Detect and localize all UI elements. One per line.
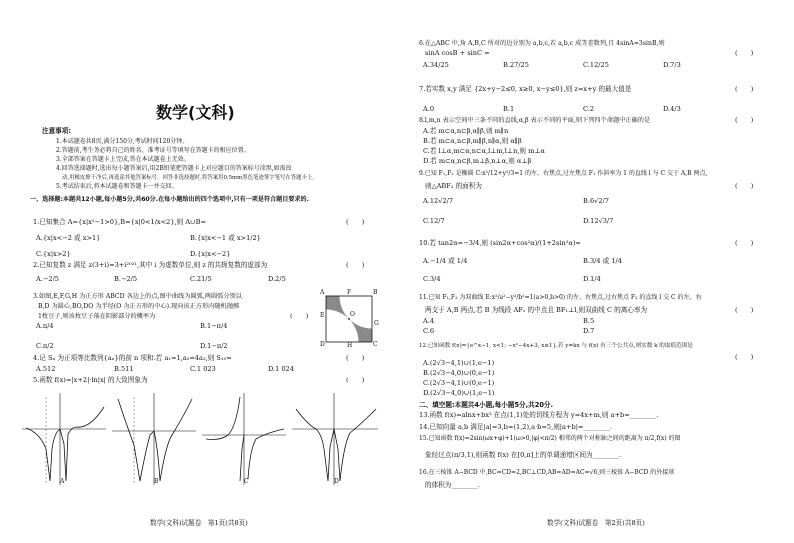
q8-stem: 8.l,m,n 表示空间中三条不同的直线,α,β 表示不同的平面,则下列四个命题中正确的是: [419, 117, 651, 124]
q4-paren: ( ): [346, 354, 365, 362]
q1-stem: 1.已知集合 A={x|x²−1>0},B={x|0<1/x<2},则 A∪B=: [33, 218, 206, 226]
q5-paren: ( ): [346, 376, 365, 384]
fig-label-g: G: [374, 320, 379, 327]
q8-option-a: A.若 m⊂α,n⊂β,α∥β,则 m∥n: [423, 127, 509, 135]
q14: 14.已知向量 a,b 满足|a|=3,b=(1,2),a·b=5,则|a+b|=________.: [419, 423, 612, 431]
q12-paren: ( ): [735, 353, 754, 361]
q10-paren: ( ): [735, 239, 754, 247]
note-1: 1.本试题卷共8页,满分150分,考试时间120分钟。: [56, 138, 189, 145]
q9-paren: ( ): [735, 182, 754, 190]
q11-paren: ( ): [735, 306, 754, 314]
q2-option-b: B.−2/5: [114, 275, 138, 283]
q16-line-1: 16.在三棱锥 A−BCD 中,BC=CD=2,BC⊥CD,AB=AD=AC=√6,则三棱锥 A−BCD 的外接球: [419, 469, 675, 476]
q1-option-c: C.{x|x>2}: [36, 250, 71, 258]
q3-option-b: B.1−π/4: [200, 322, 228, 330]
q12-stem: 12.已知函数 f(x)={e^x−1, x<1; −x²−4x+3, x≥1},若 y=kx 与 f(x) 有三个公共点,则实数 k 的取值范围是: [419, 343, 693, 349]
q2-option-a: A.−2/5: [36, 275, 59, 283]
q12-option-c: C.(2√3−4,1)∪(0,e−1): [423, 379, 495, 387]
right-footer: 数学(文科)试题卷 第2页(共8页): [547, 519, 645, 527]
q15-line-2: 象经过点(π/3,1),则函数 f(x) 在[0,π]上的单调递增区间为________.: [425, 451, 622, 459]
q3-paren: ( ): [290, 312, 309, 320]
q3-option-a: A.π/4: [36, 322, 54, 330]
q8-option-d: D.若 m⊂α,n⊂β,m⊥β,n⊥α,则 α⊥β: [423, 157, 532, 165]
q12-option-a: A.(2√3−4,1)∪(1,e−1): [423, 359, 495, 367]
q6-option-b: B.27/25: [503, 61, 529, 69]
graph-b-label: B: [154, 478, 159, 485]
q9-line-2: 则△ABF₂ 的面积为: [425, 182, 482, 190]
graph-d-label: D: [334, 478, 339, 485]
fig-label-f: F: [347, 289, 352, 296]
q1-option-b: B.{x|x<−1 或 x>1/2}: [190, 234, 261, 242]
q3-line-1: 3.如图,E,F,G,H 为正方形 ABCD 各边上的点,图中曲线为圆弧,两圆弧分别以: [33, 293, 242, 300]
q6-line-2: sinA cosB + sinC =: [425, 49, 490, 57]
q7-option-c: C.2: [583, 105, 595, 113]
q7-option-a: A.0: [423, 105, 435, 113]
section-1-heading: 一、选择题:本题共12小题,每小题5分,共60分.在每小题给出的四个选项中,只有一项是符合题目要求的.: [30, 196, 309, 203]
q1-option-d: D.{x|x<−2}: [190, 250, 231, 258]
q1-option-a: A.{x|x<−2 或 x>1}: [36, 234, 101, 242]
fig-label-d: D: [320, 341, 325, 348]
q5-stem: 5.函数 f(x)=|x+2|·ln|x| 的大致图象为: [33, 376, 148, 384]
section-2-heading: 二、填空题:本题共4小题,每小题5分,共20分.: [419, 401, 554, 409]
q4-option-c: C.1 023: [190, 365, 216, 373]
q9-line-1: 9.已知 F₁,F₂ 是椭圆 C:x²/12+y²/3=1 的左、右焦点,过左焦点 F₁ 作斜率为 1 的直线 l 与 C 交于 A,B 两点,: [419, 170, 708, 177]
q3-option-d: D.1−π/2: [200, 342, 228, 350]
q3-option-c: C.π/2: [36, 342, 54, 350]
q12-option-b: B.(2√3−4,0)∪(0,e−1): [423, 369, 495, 377]
q11-line-1: 11.已知 F₁,F₂ 为双曲线 E:x²/a²−y²/b²=1(a>0,b>0) 的左、右焦点,过右焦点 F₂ 的直线 l 交 C 的左、右: [419, 294, 702, 301]
q6-option-a: A.34/25: [423, 61, 449, 69]
graph-d: [290, 389, 380, 489]
q1-paren: ( ): [346, 218, 365, 226]
q10-option-c: C.3/4: [423, 275, 441, 283]
q11-option-d: D.7: [583, 327, 595, 335]
q2-stem: 2.已知复数 z 满足 z(3+i)=3+i²⁰²¹,其中 i 为虚数单位,则 z 的共轭复数的虚部为: [33, 261, 268, 269]
graph-a: [20, 389, 108, 489]
q15-line-1: 15.已知函数 f(x)=2sin(ωx+φ)+1(ω>0,|φ|<π/2) 相邻的两个对称轴之间的距离为 π/2,f(x) 的图: [419, 435, 681, 442]
q3-line-2: B,D 为圆心,BO,DO 为半径(O 为正方形的中心).现向该正方形内随机抛掷: [38, 303, 240, 310]
q2-option-d: D.2/5: [268, 275, 286, 283]
q7-stem: 7.若实数 x,y 满足 {2x+y−2≤0, x≥0, x−y≤0},则 z=x+y 的最大值是: [419, 85, 632, 93]
q9-option-b: B.6√2/7: [583, 197, 609, 205]
note-3: 3.全部答案在答题卡上完成,答在本试题卷上无效。: [56, 156, 190, 163]
q9-option-c: C.12/7: [423, 217, 445, 225]
exam-title: 数学(文科): [156, 103, 235, 122]
q4-option-a: A.512: [36, 365, 56, 373]
q10-option-a: A.−1/4 或 1/4: [423, 257, 468, 265]
q11-line-2: 两支于 A,B 两点,若 B 为线段 AF₁ 的中点且 BF₁⊥l,则双曲线 C 的离心率为: [425, 306, 648, 314]
q12-option-d: D.(2√3−4,0)∪(1,e−1): [423, 389, 495, 397]
note-4: 4.回答选择题时,选出每小题答案后,用2B铅笔把答题卡上对应题目的答案标号涂黑,如需改: [56, 165, 292, 172]
q2-paren: ( ): [346, 261, 365, 269]
q6-line-1: 6.在△ABC 中,角 A,B,C 所对的边分别为 a,b,c,若 a,b,c 成等差数列,且 4sinA=3sinB,则: [419, 40, 665, 47]
q10-stem: 10.若 tan2α=−3/4,则 (sin2α+cos²α)/(1+2sin²α)=: [419, 239, 581, 247]
graph-a-label: A: [60, 478, 65, 485]
q11-option-a: A.4: [423, 317, 435, 325]
graph-c-label: C: [244, 478, 249, 485]
note-5: 5.考试结束后,将本试题卷和答题卡一并交回。: [56, 183, 178, 190]
note-2: 2.答题前,考生务必将自己的姓名、准考证号等填写在答题卡的相应位置。: [56, 147, 250, 154]
note-4-cont: 动,用橡皮擦干净后,再选涂其他答案标号。回答非选择题时,将答案用0.5mm黑色笔迹签字笔写在答题卡上。: [62, 175, 318, 181]
q8-paren: ( ): [735, 116, 754, 124]
q7-option-d: D.4/3: [663, 105, 681, 113]
fig-label-o: O: [350, 311, 355, 318]
q3-line-3: 1枚豆子,则该枚豆子落在阴影部分的概率为: [38, 313, 156, 320]
q10-option-d: D.1/4: [583, 275, 601, 283]
q13: 13.函数 f(x)=alnx+bx² 在点(1,1)处的切线方程为 y=4x+m,则 a+b=________.: [419, 411, 659, 419]
q11-option-b: B.5: [583, 317, 595, 325]
fig-label-h: H: [347, 342, 353, 349]
fig-label-c: C: [373, 341, 378, 348]
q9-option-d: D.12√3/7: [583, 217, 614, 225]
q8-option-c: C.若 l⊥α,m⊂α,n⊂α,l⊥m,l⊥n,则 m⊥α: [423, 147, 546, 155]
q4-option-b: B.511: [114, 365, 134, 373]
left-footer: 数学(文科)试题卷 第1页(共8页): [150, 519, 248, 527]
q9-option-a: A.12√2/7: [423, 197, 454, 205]
fig-label-e: E: [320, 312, 325, 319]
q8-option-b: B.若 m⊂α,n⊂β,m∥β,n∥α,则 α∥β: [423, 137, 522, 145]
q4-stem: 4.记 Sₙ 为正项等比数列{aₙ}的前 n 项和.若 a₁=1,a₅=4a₃,则 S₁₀=: [33, 354, 232, 362]
graph-b: [110, 389, 198, 489]
q6-paren: ( ): [735, 49, 754, 57]
q16-line-2: 的体积为________.: [425, 481, 480, 489]
q6-option-c: C.12/25: [583, 61, 609, 69]
q7-option-b: B.1: [503, 105, 515, 113]
q2-option-c: C.21/5: [190, 275, 212, 283]
fig-label-b: B: [373, 289, 378, 296]
q10-option-b: B.3/4 或 1/4: [583, 257, 622, 265]
q11-option-c: C.6: [423, 327, 435, 335]
square-figure: [320, 290, 380, 350]
fig-label-a: A: [320, 289, 325, 296]
q4-option-d: D.1 024: [268, 365, 295, 373]
notes-heading: 注意事项:: [42, 127, 72, 135]
right-page: [397, 0, 794, 543]
graph-c: [200, 389, 288, 489]
q6-option-d: D.7/3: [663, 61, 681, 69]
q7-paren: ( ): [735, 85, 754, 93]
